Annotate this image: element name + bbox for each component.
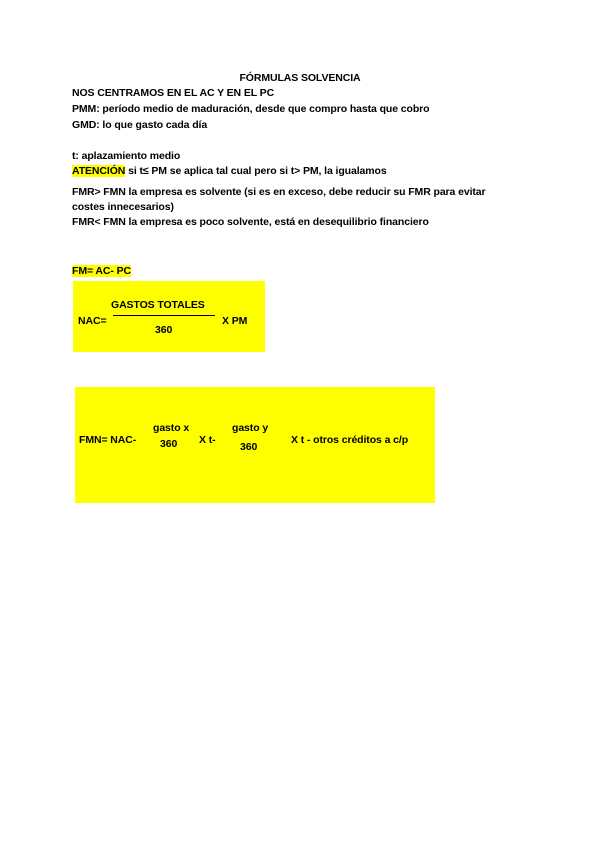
atencion-highlight: ATENCIÓN (72, 165, 126, 177)
nac-suffix: X PM (222, 315, 248, 327)
nac-denominator: 360 (155, 324, 173, 336)
pmm-definition: PMM: período medio de maduración, desde que compro hasta que cobro (72, 103, 430, 115)
fmn-numerator-2: gasto y (232, 422, 269, 434)
fmn-denominator-1: 360 (160, 438, 178, 450)
atencion-line (72, 164, 387, 178)
fm-formula (72, 264, 131, 278)
atencion-text: si t≤ PM se aplica tal cual pero si t> PM, la igualamos (128, 165, 387, 177)
intro-line: NOS CENTRAMOS EN EL AC Y EN EL PC (72, 87, 275, 99)
fmn-numerator-1: gasto x (153, 422, 190, 434)
fmn-denominator-2: 360 (240, 441, 258, 453)
fmn-multiplier: X t- (199, 434, 216, 446)
nac-label: NAC= (78, 315, 107, 327)
fm-formula-highlight: FM= AC- PC (72, 265, 131, 277)
gmd-definition: GMD: lo que gasto cada día (72, 119, 208, 131)
nac-fraction-line (113, 315, 215, 316)
fmr-greater-line-1: FMR> FMN la empresa es solvente (si es en exceso, debe reducir su FMR para evitar (72, 186, 486, 198)
fmn-label: FMN= NAC- (79, 434, 137, 446)
fmr-less-line: FMR< FMN la empresa es poco solvente, está en desequilibrio financiero (72, 216, 429, 228)
fmn-suffix: X t - otros créditos a c/p (291, 434, 409, 446)
nac-numerator: GASTOS TOTALES (111, 299, 205, 311)
document-title: FÓRMULAS SOLVENCIA (239, 72, 361, 84)
fmn-formula-box (75, 387, 435, 503)
fmr-greater-line-2: costes innecesarios) (72, 201, 174, 213)
nac-formula-box (73, 281, 265, 352)
t-definition: t: aplazamiento medio (72, 150, 181, 162)
